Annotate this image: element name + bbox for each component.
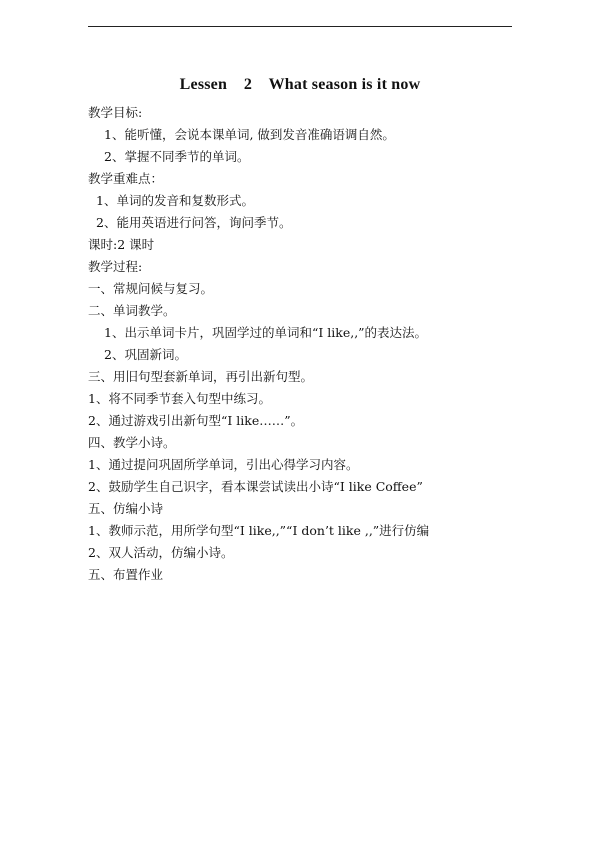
step-2-item-2: 2、巩固新词。: [104, 347, 187, 362]
step-homework: 五、布置作业: [88, 567, 164, 582]
section-heading-objectives: 教学目标:: [88, 105, 143, 120]
objective-item-2: 2、掌握不同季节的单词。: [104, 149, 250, 164]
step-2: 二、单词教学。: [88, 303, 176, 318]
objective-item-1: 1、能听懂，会说本课单词, 做到发音准确语调自然。: [104, 127, 395, 142]
step-5-item-2: 2、双人活动，仿编小诗。: [88, 545, 234, 560]
section-heading-process: 教学过程:: [88, 259, 143, 274]
lesson-title: Lessen 2 What season is it now: [179, 76, 421, 93]
step-3-item-2: 2、通过游戏引出新句型“I like……”。: [88, 413, 304, 428]
step-5-item-1: 1、教师示范，用所学句型“I like,,”“I don’t like ,,”进行仿编: [88, 523, 430, 538]
step-4: 四、教学小诗。: [88, 435, 176, 450]
step-5: 五、仿编小诗: [88, 501, 164, 516]
step-2-item-1: 1、出示单词卡片，巩固学过的单词和“I like,,”的表达法。: [104, 325, 428, 340]
step-3-item-1: 1、将不同季节套入句型中练习。: [88, 391, 271, 406]
class-hours: 课时:2 课时: [88, 237, 155, 252]
step-4-item-1: 1、通过提问巩固所学单词，引出心得学习内容。: [88, 457, 359, 472]
keypoint-item-1: 1、单词的发音和复数形式。: [96, 193, 254, 208]
step-1: 一、常规问候与复习。: [88, 281, 214, 296]
step-4-item-2: 2、鼓励学生自己识字，看本课尝试读出小诗“I like Coffee”: [88, 479, 423, 494]
section-heading-keypoints: 教学重难点：: [88, 171, 164, 186]
keypoint-item-2: 2、能用英语进行问答，询问季节。: [96, 215, 292, 230]
step-3: 三、用旧句型套新单词，再引出新句型。: [88, 369, 314, 384]
header-rule: [88, 26, 512, 27]
